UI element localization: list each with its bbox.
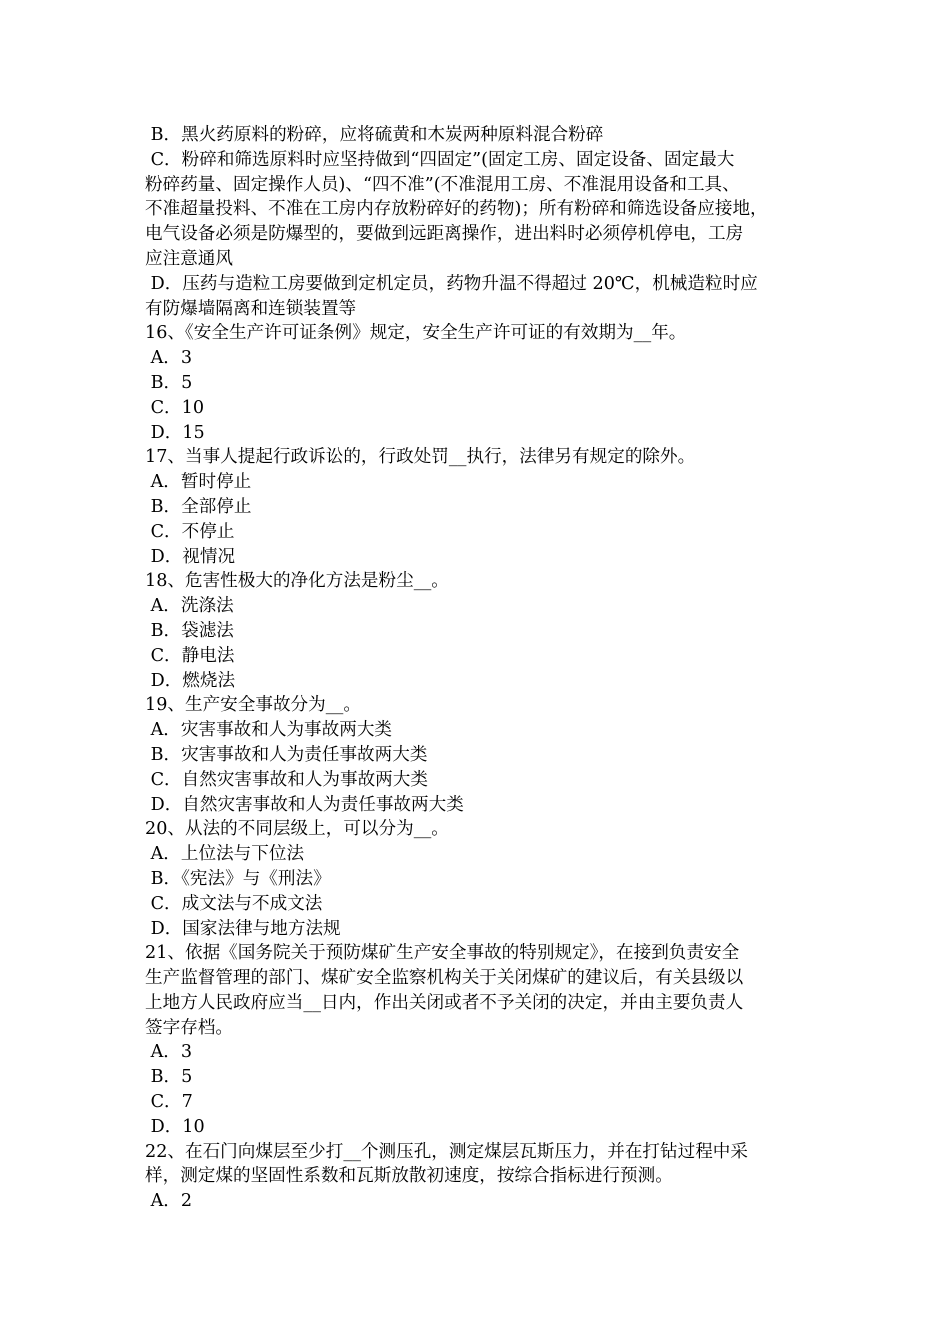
text-line: 22、在石门向煤层至少打__个测压孔，测定煤层瓦斯压力，并在打钻过程中采: [145, 1141, 748, 1162]
text-line: 上地方人民政府应当__日内，作出关闭或者不予关闭的决定，并由主要负责人: [145, 992, 744, 1013]
text-line: B．全部停止: [145, 496, 252, 517]
text-line: 19、生产安全事故分为__。: [145, 695, 361, 716]
text-line: B．袋滤法: [145, 620, 234, 641]
text-line: A．3: [145, 1042, 193, 1063]
text-line: B．《宪法》与《刑法》: [145, 868, 331, 889]
text-line: 电气设备必须是防爆型的，要做到远距离操作，进出料时必须停机停电，工房: [145, 224, 744, 245]
text-line: 生产监督管理的部门、煤矿安全监察机构关于关闭煤矿的建议后，有关县级以: [145, 968, 744, 989]
text-line: A．3: [145, 348, 193, 369]
text-line: C．静电法: [145, 645, 235, 666]
text-line: D．燃烧法: [145, 670, 236, 691]
text-line: B．灾害事故和人为责任事故两大类: [145, 744, 428, 765]
text-line: C．粉碎和筛选原料时应坚持做到“四固定”(固定工房、固定设备、固定最大: [145, 149, 735, 170]
text-line: A．上位法与下位法: [145, 844, 305, 865]
text-line: C．10: [145, 397, 205, 418]
text-line: 签字存档。: [145, 1017, 233, 1038]
text-line: D．国家法律与地方法规: [145, 918, 341, 939]
text-line: 17、当事人提起行政诉讼的，行政处罚__执行，法律另有规定的除外。: [145, 447, 696, 468]
text-line: 18、危害性极大的净化方法是粉尘__。: [145, 571, 449, 592]
text-line: 不准超量投料、不准在工房内存放粉碎好的药物)；所有粉碎和筛选设备应接地，: [145, 199, 768, 220]
text-line: B．黑火药原料的粉碎，应将硫黄和木炭两种原料混合粉碎: [145, 125, 604, 145]
text-line: D．15: [145, 422, 205, 443]
text-line: 20、从法的不同层级上，可以分为__。: [145, 819, 449, 840]
text-line: D．视情况: [145, 546, 236, 567]
document-body: [145, 123, 825, 1214]
text-line: 16、《安全生产许可证条例》规定，安全生产许可证的有效期为__年。: [145, 323, 687, 344]
text-line: 21、依据《国务院关于预防煤矿生产安全事故的特别规定》，在接到负责安全: [145, 943, 740, 964]
text-line: 有防爆墙隔离和连锁装置等: [145, 298, 357, 319]
text-line: 样，测定煤的坚固性系数和瓦斯放散初速度，按综合指标进行预测。: [145, 1166, 673, 1187]
text-line: A．2: [145, 1191, 193, 1212]
text-line: C．不停止: [145, 521, 235, 542]
text-line: B．5: [145, 372, 193, 393]
text-line: C．成文法与不成文法: [145, 893, 323, 914]
text-line: A．暂时停止: [145, 472, 252, 493]
text-line: A．洗涤法: [145, 596, 234, 617]
text-line: B．5: [145, 1067, 193, 1088]
text-line: C．7: [145, 1092, 193, 1113]
text-line: 应注意通风: [145, 248, 233, 269]
text-line: D．压药与造粒工房要做到定机定员，药物升温不得超过 20℃，机械造粒时应: [145, 273, 758, 294]
text-line: D．自然灾害事故和人为责任事故两大类: [145, 794, 464, 815]
text-line: 粉碎药量、固定操作人员)、“四不准”(不准混用工房、不准混用设备和工具、: [145, 174, 740, 195]
text-line: A．灾害事故和人为事故两大类: [145, 720, 393, 741]
text-line: D．10: [145, 1116, 205, 1137]
text-line: C．自然灾害事故和人为事故两大类: [145, 769, 428, 790]
